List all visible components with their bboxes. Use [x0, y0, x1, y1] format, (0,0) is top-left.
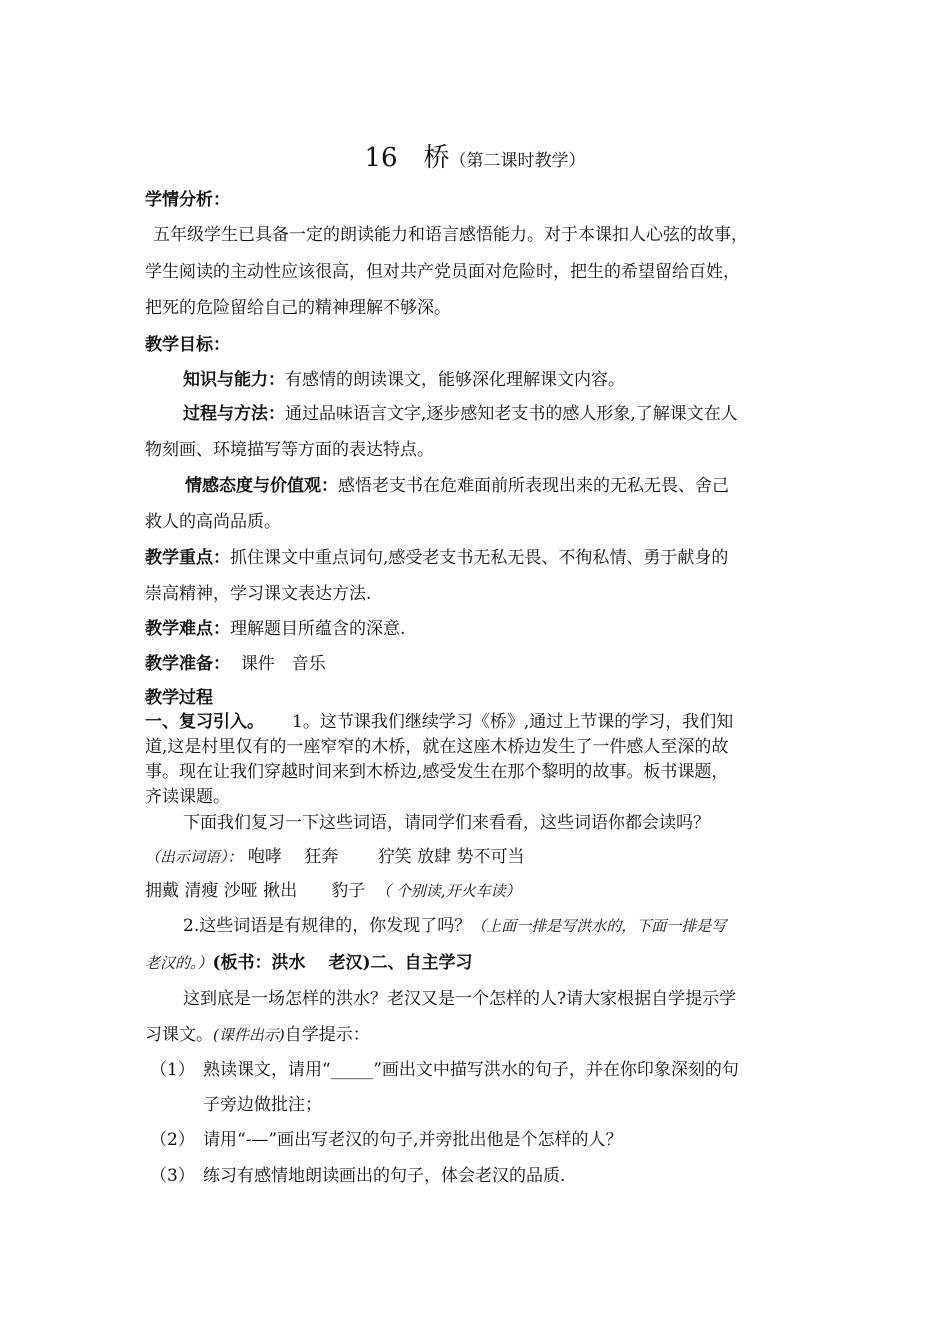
step1-line-1: 一、复习引入。 1。这节课我们继续学习《桥》,通过上节课的学习，我们知 [145, 712, 734, 732]
goal-process: 过程与方法：通过品味语言文字,逐步感知老支书的感人形象,了解课文在人 [183, 404, 738, 424]
preparation: 教学准备： 课件 音乐 [145, 654, 326, 674]
step1-line-2: 道,这是村里仅有的一座窄窄的木桥，就在这座木桥边发生了一件感人至深的故 [145, 737, 729, 757]
self-study-line-2: 习课文。(课件出示)自学提示： [145, 1025, 370, 1045]
question-2: 2.这些词语是有规律的，你发现了吗？（上面一排是写洪水的，下面一排是写 [183, 916, 727, 936]
tip-2-number: （2） [150, 1130, 195, 1150]
goal-emotion-cont: 救人的高尚品质。 [145, 512, 281, 532]
title-sub: （第二课时教学） [449, 151, 586, 171]
goal-process-cont: 物刻画、环境描写等方面的表达特点。 [145, 440, 434, 460]
tip-3-number: （3） [150, 1166, 195, 1186]
key-points: 教学重点：抓住课文中重点词句,感受老支书无私无畏、不徇私情、勇于献身的 [145, 548, 729, 568]
self-study-line-1: 这到底是一场怎样的洪水？老汉又是一个怎样的人?请大家根据自学提示学 [183, 989, 737, 1009]
goal-knowledge: 知识与能力：有感情的朗读课文，能够深化理解课文内容。 [183, 370, 625, 390]
analysis-line-2: 学生阅读的主动性应该很高，但对共产党员面对危险时，把生的希望留给百姓， [145, 262, 740, 282]
tip-1-text-cont: 子旁边做批注； [203, 1095, 322, 1115]
analysis-line-3: 把死的危险留给自己的精神理解不够深。 [145, 298, 451, 318]
tip-1-number: （1） [150, 1060, 195, 1080]
analysis-heading: 学情分析： [145, 190, 230, 210]
key-points-cont: 崇高精神，学习课文表达方法. [145, 584, 372, 604]
title-main: 16 桥 [364, 143, 450, 173]
step1-line-3: 事。现在让我们穿越时间来到木桥边,感受发生在那个黎明的故事。板书课题， [145, 762, 729, 782]
page-title [0, 137, 950, 174]
step1-line-4: 齐读课题。 [145, 787, 230, 807]
goals-heading: 教学目标： [145, 335, 230, 355]
tip-2-text: 请用“-—”画出写老汉的句子,并旁批出他是个怎样的人？ [203, 1130, 623, 1150]
review-question: 下面我们复习一下这些词语，请同学们来看看，这些词语你都会读吗？ [183, 813, 710, 833]
goal-emotion: 情感态度与价值观：感悟老支书在危难面前所表现出来的无私无畏、舍己 [185, 476, 729, 496]
tip-3-text: 练习有感情地朗读画出的句子，体会老汉的品质. [203, 1166, 566, 1186]
words-row-2: 拥戴 清瘦 沙哑 揪出 豹子 （ 个别读,开火车读） [145, 881, 521, 901]
tip-1-text: 熟读课文，请用“_____”画出文中描写洪水的句子，并在你印象深刻的句 [203, 1060, 739, 1080]
process-heading: 教学过程 [145, 688, 213, 708]
words-row-1: （出示词语）： 咆哮 狂奔 狞笑 放肆 势不可当 [145, 847, 525, 867]
question-2-cont: 老汉的。）(板书：洪水 老汉)二、自主学习 [145, 953, 473, 973]
analysis-line-1: 五年级学生已具备一定的朗读能力和语言感悟能力。对于本课扣人心弦的故事， [153, 225, 748, 245]
difficulty: 教学难点：理解题目所蕴含的深意. [145, 619, 406, 639]
